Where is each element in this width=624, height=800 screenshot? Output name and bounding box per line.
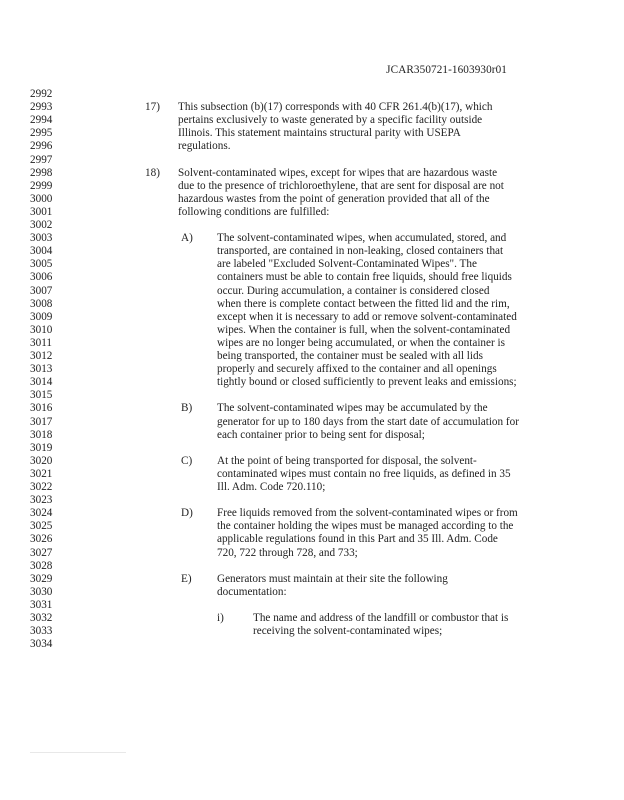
- document-line: [0, 416, 624, 429]
- line-text: 720, 722 through 728, and 733;: [217, 546, 358, 559]
- line-text: properly and securely affixed to the container and all openings: [217, 363, 497, 376]
- item-label: B): [181, 402, 193, 415]
- line-text: This subsection (b)(17) corresponds with 40 CFR 261.4(b)(17), which: [178, 101, 493, 114]
- line-text: except when it is necessary to add or remove solvent-contaminated: [217, 310, 517, 323]
- document-line: [0, 127, 624, 140]
- document-line: [0, 298, 624, 311]
- document-line: [0, 232, 624, 245]
- line-number: 3033: [30, 625, 53, 638]
- document-line: [0, 88, 624, 101]
- document-line: [0, 429, 624, 442]
- document-line: [0, 324, 624, 337]
- document-line: [0, 389, 624, 402]
- line-number: 3019: [30, 441, 53, 454]
- line-text: applicable regulations found in this Part and 35 Ill. Adm. Code: [217, 533, 498, 546]
- item-label: 17): [145, 101, 160, 114]
- line-text: The name and address of the landfill or combustor that is: [253, 612, 509, 624]
- line-number: 3034: [30, 638, 53, 651]
- item-label: A): [181, 232, 193, 245]
- line-number: 3018: [30, 428, 53, 441]
- line-text: are labeled "Excluded Solvent-Contaminated Wipes". The: [217, 258, 477, 271]
- line-text: Ill. Adm. Code 720.110;: [217, 481, 326, 493]
- line-number: 3015: [30, 389, 53, 402]
- line-text: due to the presence of trichloroethylene, that are sent for disposal are not: [178, 179, 504, 192]
- document-line: [0, 507, 624, 520]
- line-text: the container holding the wipes must be managed according to the: [217, 520, 514, 533]
- line-text: tightly bound or closed sufficiently to prevent leaks and emissions;: [217, 376, 517, 389]
- document-line: [0, 547, 624, 560]
- document-line: [0, 468, 624, 481]
- item-label: i): [217, 612, 224, 624]
- document-line: [0, 193, 624, 206]
- document-line: [0, 455, 624, 468]
- document-line: [0, 520, 624, 533]
- line-number: 3025: [30, 520, 53, 533]
- line-text: being transported, the container must be sealed with all lids: [217, 350, 483, 362]
- document-line: [0, 612, 624, 625]
- line-number: 3001: [30, 205, 53, 218]
- line-number: 3020: [30, 454, 53, 467]
- line-number: 3013: [30, 363, 53, 376]
- document-line: [0, 625, 624, 638]
- document-line: [0, 154, 624, 167]
- document-line: [0, 206, 624, 219]
- line-text: The solvent-contaminated wipes may be accumulated by the: [217, 402, 488, 415]
- document-line: [0, 573, 624, 586]
- line-text: hazardous wastes from the point of generation provided that all of the: [178, 192, 490, 205]
- line-text: Solvent-contaminated wipes, except for wipes that are hazardous waste: [178, 166, 498, 179]
- line-text: wipes. When the container is full, when the solvent-contaminated: [217, 323, 511, 336]
- item-label: 18): [145, 166, 160, 179]
- line-number: 3012: [30, 350, 53, 362]
- line-number: 3021: [30, 467, 53, 480]
- document-line: [0, 101, 624, 114]
- line-text: following conditions are fulfilled:: [178, 205, 330, 218]
- line-number: 3011: [30, 336, 52, 349]
- line-text: when there is complete contact between the fitted lid and the rim,: [217, 297, 510, 310]
- line-number: 3009: [30, 310, 53, 323]
- document-line: [0, 219, 624, 232]
- document-line: [0, 533, 624, 546]
- line-text: generator for up to 180 days from the start date of accumulation for: [217, 415, 519, 428]
- line-number: 3004: [30, 245, 53, 258]
- line-number: 2995: [30, 127, 53, 140]
- line-text: contaminated wipes must contain no free liquids, as defined in 35: [217, 467, 511, 480]
- line-number: 2998: [30, 166, 53, 179]
- line-number: 3023: [30, 494, 53, 507]
- document-line: [0, 402, 624, 415]
- line-number: 2996: [30, 140, 53, 153]
- line-number: 3031: [30, 598, 53, 611]
- document-line: [0, 114, 624, 127]
- document-line: [0, 599, 624, 612]
- line-number: 3029: [30, 572, 53, 585]
- line-number: 3017: [30, 415, 53, 428]
- line-number: 3010: [30, 323, 53, 336]
- line-text: documentation:: [217, 585, 287, 598]
- line-number: 2994: [30, 114, 53, 127]
- line-text: wipes are no longer being accumulated, or when the container is: [217, 336, 505, 349]
- document-line: [0, 586, 624, 599]
- line-number: 3007: [30, 284, 53, 297]
- line-number: 3027: [30, 546, 53, 559]
- document-id-header: JCAR350721-1603930r01: [386, 64, 507, 76]
- document-line: [0, 350, 624, 363]
- line-number: 3026: [30, 533, 53, 546]
- line-text: Free liquids removed from the solvent-contaminated wipes or from: [217, 507, 518, 520]
- line-number: 2992: [30, 88, 53, 100]
- document-line: [0, 560, 624, 573]
- line-number: 3008: [30, 297, 53, 310]
- document-line: [0, 337, 624, 350]
- line-number: 3005: [30, 258, 53, 271]
- line-text: The solvent-contaminated wipes, when accumulated, stored, and: [217, 232, 507, 245]
- document-line: [0, 311, 624, 324]
- document-line: [0, 167, 624, 180]
- line-number: 3003: [30, 232, 53, 245]
- line-text: Illinois. This statement maintains structural parity with USEPA: [178, 127, 461, 140]
- line-text: At the point of being transported for disposal, the solvent-: [217, 454, 477, 467]
- item-label: E): [181, 572, 192, 585]
- line-number: 3000: [30, 192, 53, 205]
- line-text: each container prior to being sent for disposal;: [217, 428, 425, 441]
- line-text: regulations.: [178, 140, 231, 153]
- line-number: 3030: [30, 585, 53, 598]
- line-text: receiving the solvent-contaminated wipes;: [253, 625, 443, 638]
- line-text: transported, are contained in non-leaking, closed containers that: [217, 245, 504, 258]
- item-label: D): [181, 507, 193, 520]
- document-line: [0, 258, 624, 271]
- line-number: 3006: [30, 271, 53, 284]
- line-number: 3022: [30, 481, 53, 493]
- document-line: [0, 363, 624, 376]
- line-number: 2993: [30, 101, 53, 114]
- line-number: 3016: [30, 402, 53, 415]
- line-text: pertains exclusively to waste generated by a specific facility outside: [178, 114, 483, 127]
- line-text: Generators must maintain at their site the following: [217, 572, 448, 585]
- line-number: 2997: [30, 153, 53, 166]
- line-text: occur. During accumulation, a container is considered closed: [217, 284, 490, 297]
- document-line: [0, 442, 624, 455]
- document-line: [0, 376, 624, 389]
- document-line: [0, 271, 624, 284]
- line-number: 3028: [30, 559, 53, 572]
- line-number: 3032: [30, 612, 53, 624]
- item-label: C): [181, 454, 193, 467]
- document-line: [0, 245, 624, 258]
- line-number: 3024: [30, 507, 53, 520]
- line-number: 3014: [30, 376, 53, 389]
- footer-divider: [30, 752, 126, 753]
- line-number: 3002: [30, 219, 53, 231]
- line-number: 2999: [30, 179, 53, 192]
- document-line: [0, 140, 624, 153]
- document-line: [0, 180, 624, 193]
- line-text: containers must be able to contain free liquids, should free liquids: [217, 271, 512, 284]
- document-line: [0, 481, 624, 494]
- document-line: [0, 285, 624, 298]
- document-line: [0, 494, 624, 507]
- document-line: [0, 638, 624, 651]
